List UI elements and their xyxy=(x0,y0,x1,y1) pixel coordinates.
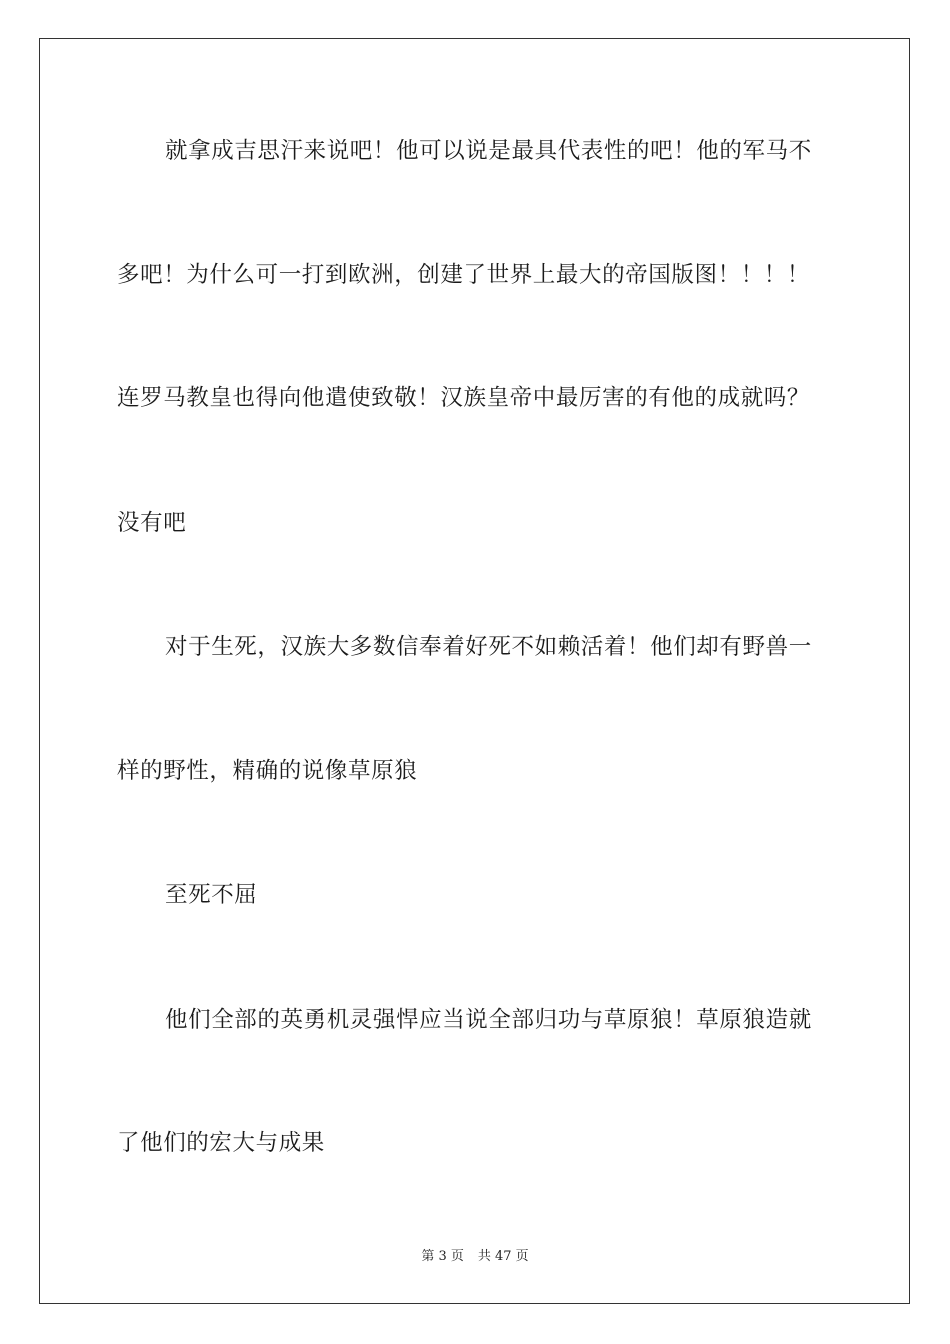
paragraph-1-line-3: 连罗马教皇也得向他遣使致敬！汉族皇帝中最厉害的有他的成就吗？ xyxy=(117,385,811,411)
paragraph-2-line-2: 样的野性，精确的说像草原狼 xyxy=(117,758,418,784)
paragraph-1-line-1: 就拿成吉思汗来说吧！他可以说是最具代表性的吧！他的军马不 xyxy=(165,138,812,164)
page-number: 第 3 页 xyxy=(421,1249,464,1264)
paragraph-1-line-2: 多吧！为什么可一打到欧洲，创建了世界上最大的帝国版图！！！！ xyxy=(117,262,811,288)
total-pages: 共 47 页 xyxy=(477,1249,529,1264)
paragraph-1-line-4: 没有吧 xyxy=(117,510,187,536)
page-footer xyxy=(0,1248,950,1266)
page-border xyxy=(39,38,910,1304)
paragraph-3-line-1: 至死不屈 xyxy=(165,882,258,908)
paragraph-4-line-1: 他们全部的英勇机灵强悍应当说全部归功与草原狼！草原狼造就 xyxy=(165,1007,812,1033)
paragraph-4-line-2: 了他们的宏大与成果 xyxy=(117,1130,325,1156)
paragraph-2-line-1: 对于生死，汉族大多数信奉着好死不如赖活着！他们却有野兽一 xyxy=(165,634,812,660)
